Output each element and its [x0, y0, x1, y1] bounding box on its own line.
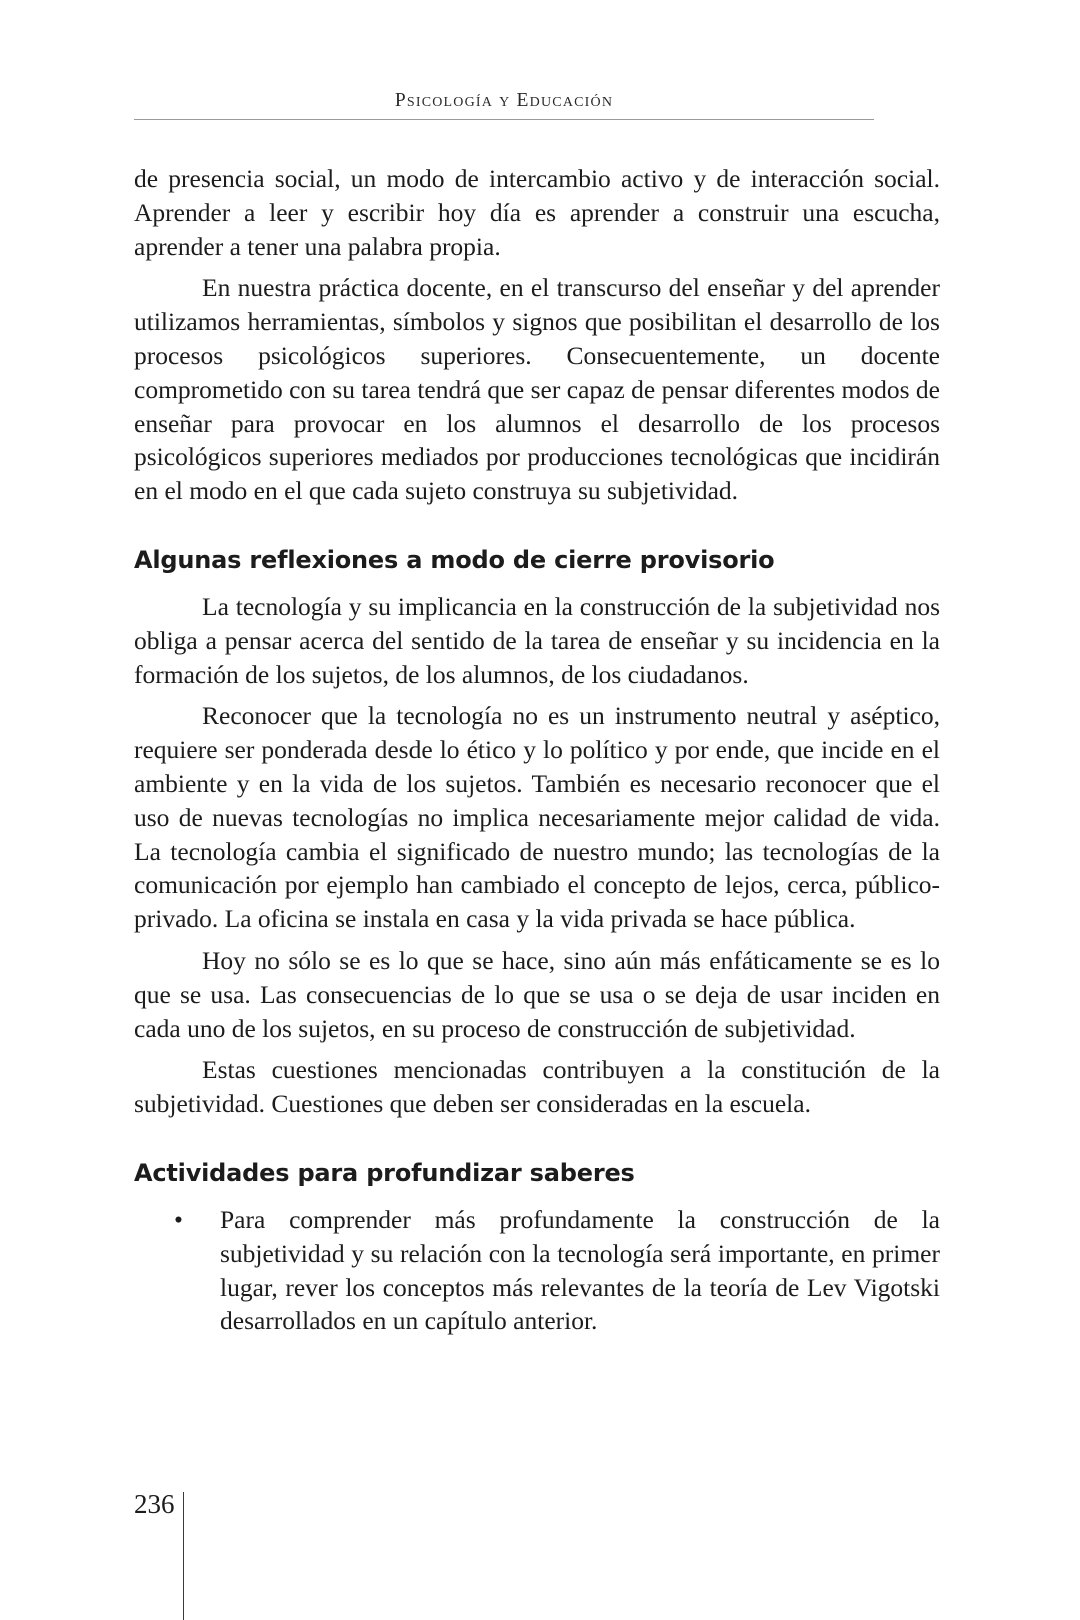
- activities-list: [134, 1203, 940, 1338]
- body-paragraph: Reconocer que la tecnología no es un instrumento neutral y aséptico, requiere ser ponderada desde lo ético y lo político y por ende, que incide en el ambiente y en la vida de los sujetos. También es necesario reconocer que el uso de nuevas tecnologías no implica necesariamente mejor calidad de vida. La tecnología cambia el significado de nuestro mundo; las tecnologías de la comunicación por ejemplo han cambiado el concepto de lejos, cerca, público-privado. La oficina se instala en casa y la vida privada se hace pública.: [134, 701, 940, 934]
- running-head-title: Psicología y Educación: [394, 90, 614, 111]
- list-item: [134, 1203, 940, 1338]
- footer-vertical-rule: [183, 1492, 184, 1620]
- body-paragraph: de presencia social, un modo de intercambio activo y de interacción social. Aprender a leer y escribir hoy día es aprender a construir una escucha, aprender a tener una palabra propia.: [134, 164, 940, 261]
- bullet-icon: •: [174, 1204, 183, 1234]
- body-paragraph: En nuestra práctica docente, en el transcurso del enseñar y del aprender utilizamos herramientas, símbolos y signos que posibilitan el desarrollo de los procesos psicológicos superiores. Consecuentemente, un docente comprometido con su tarea tendrá que ser capaz de pensar diferentes modos de enseñar para provocar en los alumnos el desarrollo de los procesos psicológicos superiores mediados por producciones tecnológicas que incidirán en el modo en el que cada sujeto construya su subjetividad.: [134, 273, 940, 506]
- section-heading-cierre: Algunas reflexiones a modo de cierre provisorio: [134, 545, 775, 574]
- body-paragraph: Estas cuestiones mencionadas contribuyen a la constitución de la subjetividad. Cuestiones que deben ser consideradas en la escuela.: [134, 1055, 940, 1119]
- section-heading-actividades: Actividades para profundizar saberes: [134, 1158, 635, 1187]
- header-divider: [134, 119, 874, 120]
- list-item-text: Para comprender más profundamente la construcción de la subjetividad y su relación con la tecnología será importante, en primer lugar, rever los conceptos más relevantes de la teoría de Lev Vigotski desarrollados en un capítulo anterior.: [220, 1204, 940, 1336]
- page-body: [134, 162, 940, 1338]
- body-paragraph: La tecnología y su implicancia en la construcción de la subjetividad nos obliga a pensar acerca del sentido de la tarea de enseñar y su incidencia en la formación de los sujetos, de los alumnos, de los ciudadanos.: [134, 591, 940, 689]
- body-paragraph: Hoy no sólo se es lo que se hace, sino aún más enfáticamente se es lo que se usa. Las consecuencias de lo que se usa o se deja de usar inciden en cada uno de los sujetos, en su proceso de construcción de subjetividad.: [134, 945, 940, 1043]
- page-number: 236: [134, 1489, 175, 1519]
